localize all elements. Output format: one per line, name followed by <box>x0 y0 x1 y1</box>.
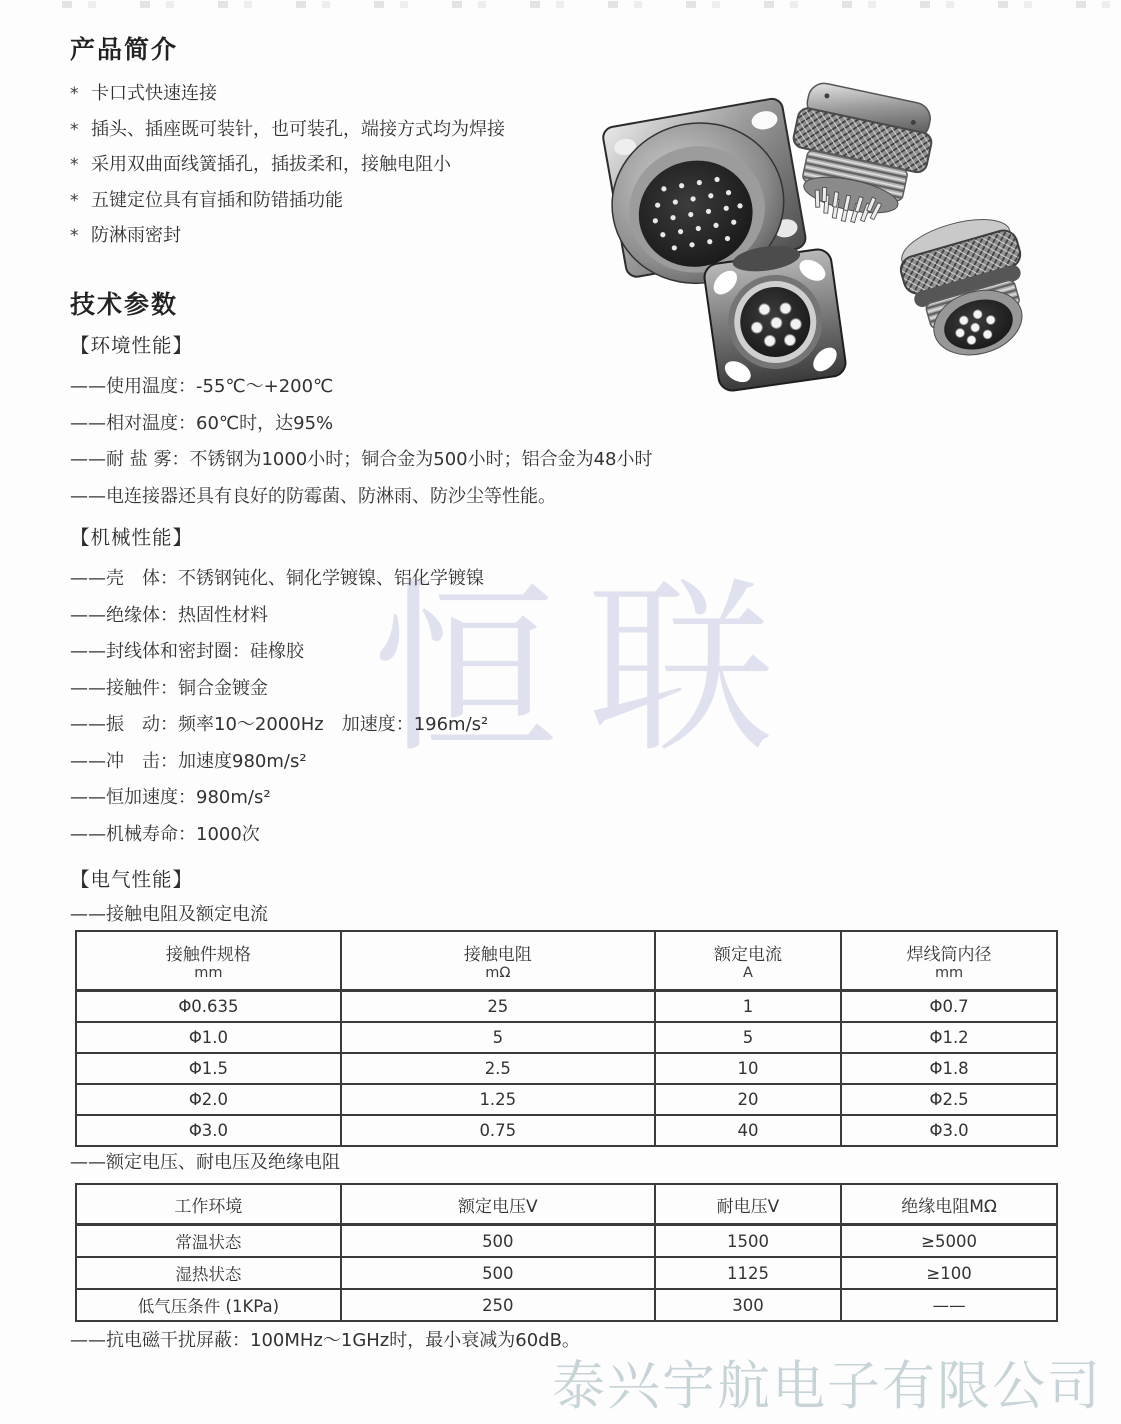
cell: 1500 <box>655 1225 841 1258</box>
section-mechanical <box>70 522 488 853</box>
voltage-insulation-table <box>75 1183 1058 1322</box>
mech-line: ——封线体和密封圈：硅橡胶 <box>70 641 304 662</box>
asterisk-marker: * <box>70 155 79 176</box>
header-cell: 工作环境 <box>76 1184 341 1225</box>
cell: Φ1.5 <box>76 1053 341 1084</box>
mech-line: ——机械寿命：1000次 <box>70 823 260 845</box>
cell: ≥100 <box>841 1257 1057 1289</box>
env-heading: 【环境性能】 <box>70 334 194 357</box>
header-cell <box>655 931 841 991</box>
cell: Φ1.8 <box>841 1053 1057 1084</box>
mech-line: ——恒加速度：980m/s² <box>70 787 271 808</box>
cell: 1.25 <box>341 1084 655 1115</box>
bullet-text: 五键定位具有盲插和防错插功能 <box>91 189 343 211</box>
cell: 2.5 <box>341 1053 655 1084</box>
cell: —— <box>841 1289 1057 1321</box>
header-label: 额定电流 <box>713 945 782 965</box>
table-row <box>76 1257 1057 1289</box>
header-unit: mm <box>934 965 964 981</box>
cell: 40 <box>655 1115 841 1146</box>
cell: 250 <box>341 1289 655 1321</box>
header-unit: mΩ <box>485 965 511 981</box>
bullet-text: 防淋雨密封 <box>91 225 181 247</box>
bullet-text: 插头、插座既可装针，也可装孔，端接方式均为焊接 <box>91 118 505 140</box>
asterisk-marker: * <box>70 190 79 211</box>
mech-line: ——壳 体：不锈钢钝化、铜化学镀镍、铝化学镀镍 <box>70 568 484 589</box>
table-row <box>76 1289 1057 1321</box>
connector-plug-multi <box>779 79 939 235</box>
cell: 常温状态 <box>76 1225 341 1258</box>
bullet-text: 卡口式快速连接 <box>91 83 217 104</box>
header-label: 焊线筒内径 <box>906 945 992 965</box>
cell: Φ2.0 <box>76 1084 341 1115</box>
intro-bullet-list <box>70 76 505 254</box>
cell: 1 <box>655 991 841 1023</box>
cell: Φ0.635 <box>76 991 341 1023</box>
header-unit: A <box>742 965 753 981</box>
mech-line: ——接触件：铜合金镀金 <box>70 677 268 699</box>
cell: 500 <box>341 1257 655 1289</box>
bullet-item <box>70 112 505 148</box>
header-cell: 耐电压V <box>655 1184 841 1225</box>
cell: 10 <box>655 1053 841 1084</box>
asterisk-marker: * <box>70 84 79 104</box>
mech-heading: 【机械性能】 <box>70 526 194 549</box>
cell: Φ1.0 <box>76 1022 341 1053</box>
mech-line: ——冲 击：加速度980m/s² <box>70 750 307 772</box>
tech-title: 技术参数 <box>70 290 179 319</box>
cell: 25 <box>341 991 655 1023</box>
bullet-item <box>70 218 505 254</box>
cell: Φ3.0 <box>76 1115 341 1146</box>
cell: ≥5000 <box>841 1225 1057 1258</box>
table-header-row <box>76 931 1057 991</box>
cell: 20 <box>655 1084 841 1115</box>
table-row <box>76 991 1057 1023</box>
mech-line: ——振 动：频率10～2000Hz 加速度：196m/s² <box>70 714 489 735</box>
table-header-row <box>76 1184 1057 1225</box>
section-environmental <box>70 330 653 515</box>
section-electrical <box>70 864 268 931</box>
bullet-item <box>70 76 505 112</box>
cell: 0.75 <box>341 1115 655 1146</box>
asterisk-marker: * <box>70 226 79 247</box>
cell: Φ3.0 <box>841 1115 1057 1146</box>
bullet-text: 采用双曲面线簧插孔，插拔柔和，接触电阻小 <box>91 154 451 176</box>
bullet-item <box>70 183 505 219</box>
header-cell: 额定电压V <box>341 1184 655 1225</box>
elec-heading: 【电气性能】 <box>70 868 194 891</box>
header-unit: mm <box>194 965 223 981</box>
cell: 湿热状态 <box>76 1257 341 1289</box>
contact-resistance-table <box>75 930 1058 1147</box>
center-watermark: 恒联 <box>372 561 805 778</box>
env-line: ——相对温度：60℃时，达95% <box>70 412 334 434</box>
table-row <box>76 1225 1057 1258</box>
page-top-scan-artifact <box>62 1 1110 8</box>
cell: Φ2.5 <box>841 1084 1057 1115</box>
connector-photo-collage <box>588 58 1121 400</box>
emi-shielding-line: ——抗电磁干扰屏蔽：100MHz～1GHz时，最小衰减为60dB。 <box>70 1330 580 1351</box>
cell: Φ1.2 <box>841 1022 1057 1053</box>
cell: 1125 <box>655 1257 841 1289</box>
header-cell <box>841 931 1057 991</box>
connector-plug-7pin <box>892 208 1044 369</box>
voltage-table-caption: ——额定电压、耐电压及绝缘电阻 <box>70 1152 340 1173</box>
env-line: ——耐 盐 雾：不锈钢为1000小时；铜合金为500小时；铝合金为48小时 <box>70 449 653 470</box>
bullet-item <box>70 147 505 183</box>
mech-line: ——绝缘体：热固性材料 <box>70 604 268 626</box>
elec-caption-1: ——接触电阻及额定电流 <box>70 904 268 925</box>
cell: 300 <box>655 1289 841 1321</box>
env-line: ——使用温度：-55℃～+200℃ <box>70 376 334 397</box>
cell: Φ0.7 <box>841 991 1057 1023</box>
env-line: ——电连接器还具有良好的防霉菌、防淋雨、防沙尘等性能。 <box>70 485 556 507</box>
header-label: 接触电阻 <box>463 945 532 965</box>
header-cell: 绝缘电阻MΩ <box>841 1184 1057 1225</box>
cell: 5 <box>655 1022 841 1053</box>
header-cell <box>341 931 655 991</box>
table-row <box>76 1084 1057 1115</box>
cell: 5 <box>341 1022 655 1053</box>
cell: 低气压条件 (1KPa) <box>76 1289 341 1321</box>
table-row <box>76 1115 1057 1146</box>
header-label: 接触件规格 <box>165 945 251 965</box>
cell: 500 <box>341 1225 655 1258</box>
table-row <box>76 1022 1057 1053</box>
table-row <box>76 1053 1057 1084</box>
header-cell <box>76 931 341 991</box>
bottom-watermark: 泰兴宇航电子有限公司 <box>552 1356 1102 1417</box>
asterisk-marker: * <box>70 119 79 140</box>
intro-title: 产品简介 <box>70 35 179 64</box>
